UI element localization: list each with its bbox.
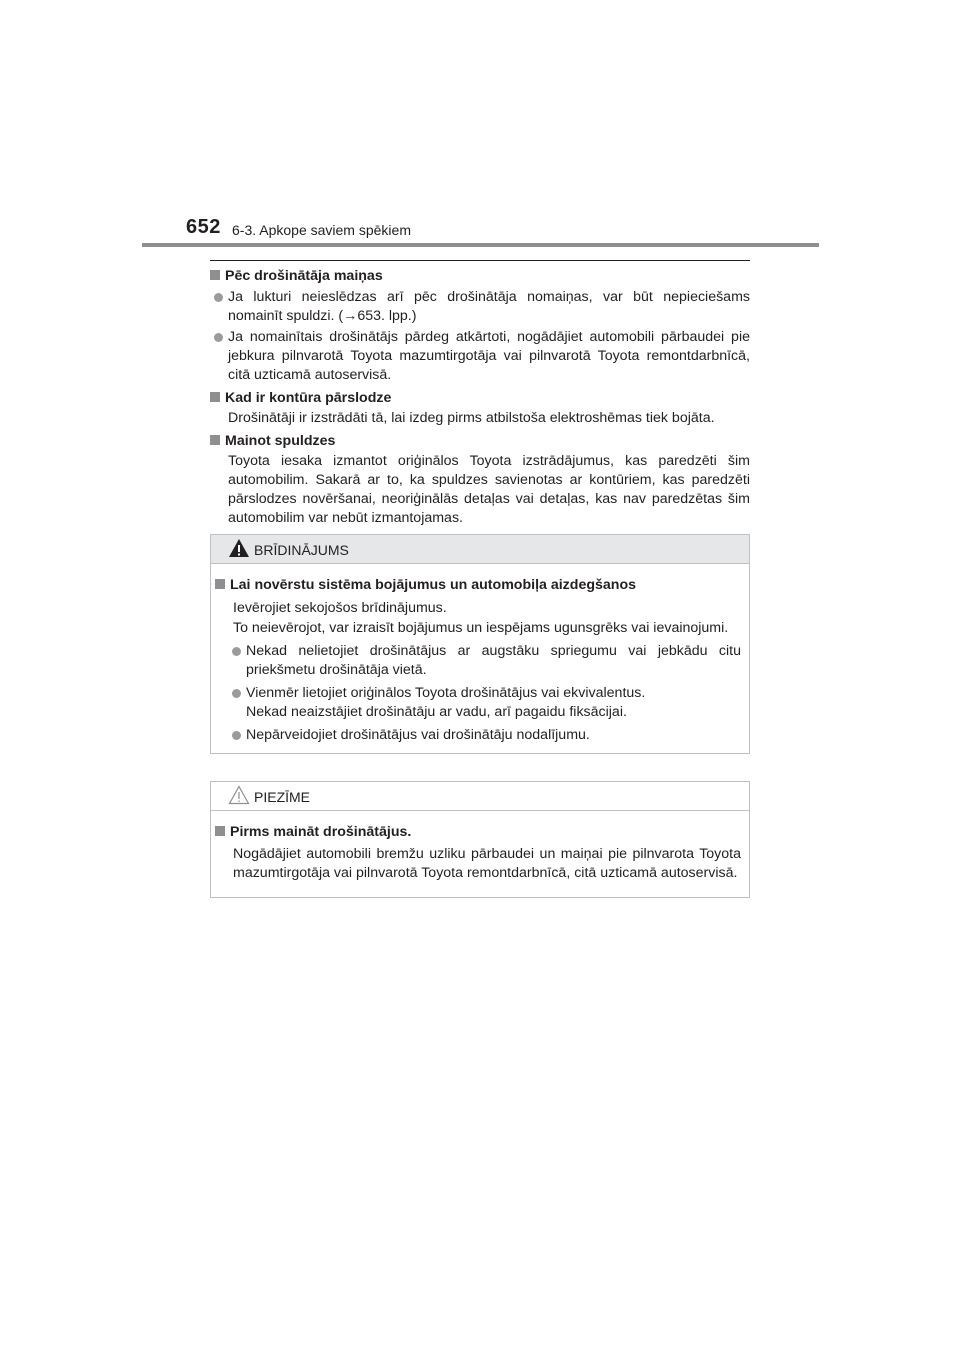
dot-bullet-icon: [232, 689, 241, 698]
square-bullet-icon: [210, 435, 220, 445]
notice-header: [211, 782, 749, 811]
notice-title: PIEZĪME: [254, 789, 311, 805]
dot-bullet-icon: [232, 731, 241, 740]
list-item: [210, 328, 750, 385]
section-heading-text: Kad ir kontūra pārslodze: [225, 390, 392, 406]
list-item-line: Vienmēr lietojiet oriģinālos Toyota drošinātājus vai ekvivalentus.: [246, 685, 646, 701]
dot-bullet-icon: [214, 293, 223, 302]
notice-paragraph: Nogādājiet automobili bremžu uzliku pārbaudei un maiņai pie pilnvarota Toyota mazumtirgotāja vai pilnvarotā Toyota remontdarbnīcā, citā uzticamā autoservisā.: [233, 846, 741, 881]
section-heading: [210, 432, 750, 451]
square-bullet-icon: [215, 826, 225, 836]
square-bullet-icon: [210, 392, 220, 402]
warning-heading-text: Lai novērstu sistēma bojājumus un automobiļa aizdegšanos: [230, 577, 637, 593]
section-paragraph: Toyota iesaka izmantot oriģinālos Toyota izstrādājumus, kas paredzēti šim automobilim. Sakarā ar to, ka spuldzes savienotas ar kontūriem, kas paredzēti pārslodzes novēršanai, neoriģinālās detaļas vai detaļas, kas nav paredzētas šim automobilim var nebūt izmantojamas.: [228, 453, 750, 526]
warning-title: BRĪDINĀJUMS: [254, 542, 349, 558]
dot-bullet-icon: [214, 333, 223, 342]
list-item: [215, 726, 741, 745]
notice-heading-text: Pirms maināt drošinātājus.: [230, 824, 412, 840]
warning-paragraph: To neievērojot, var izraisīt bojājumus un iespējams ugunsgrēks vai ievainojumi.: [233, 620, 729, 636]
section-paragraph: Drošinātāji ir izstrādāti tā, lai izdeg pirms atbilstoša elektroshēmas tiek bojāta.: [228, 410, 715, 426]
list-item-line: Nekad neaizstājiet drošinātāju ar vadu, arī pagaidu fiksācijai.: [246, 704, 627, 720]
section-heading-text: Pēc drošinātāja maiņas: [225, 268, 383, 284]
list-item: [210, 288, 750, 326]
chapter-title: 6-3. Apkope saviem spēkiem: [232, 222, 411, 238]
warning-box: [210, 534, 750, 754]
header-rule: [142, 243, 819, 247]
warning-header: [211, 535, 749, 564]
list-item-text: [246, 684, 741, 722]
square-bullet-icon: [215, 579, 225, 589]
section-heading: [210, 267, 750, 286]
section-heading: [210, 389, 750, 408]
notice-box: [210, 781, 750, 898]
list-item-text: Ja nomainītais drošinātājs pārdeg atkārtoti, nogādājiet automobili pārbaudei pie jebkura pilnvarotā Toyota mazumtirgotāja vai pilnvarotā Toyota remontdarbnīcā, citā uzticamā autoservisā.: [228, 329, 750, 383]
notice-heading: [215, 823, 741, 842]
warning-heading: [215, 576, 741, 595]
section-heading-text: Mainot spuldzes: [225, 433, 336, 449]
square-bullet-icon: [210, 270, 220, 280]
main-content: [210, 260, 750, 528]
dot-bullet-icon: [232, 647, 241, 656]
list-item: [215, 642, 741, 680]
list-item: [215, 684, 741, 722]
list-item-text: Nekad nelietojiet drošinātājus ar augstāku spriegumu vai jebkādu citu priekšmetu drošinātāja vietā.: [246, 643, 741, 678]
page-number: 652: [186, 216, 221, 238]
notice-triangle-icon: [228, 785, 250, 805]
list-item-text: Nepārveidojiet drošinātājus vai drošinātāju nodalījumu.: [246, 727, 590, 743]
warning-triangle-icon: [228, 538, 250, 558]
list-item-text: Ja lukturi neieslēdzas arī pēc drošinātāja nomaiņas, var būt nepieciešams nomainīt spuldzi. (→653. lpp.): [228, 289, 750, 324]
section-divider: [210, 260, 750, 261]
warning-paragraph: Ievērojiet sekojošos brīdinājumus.: [233, 600, 447, 616]
warning-body: [211, 564, 749, 753]
notice-body: [211, 811, 749, 897]
